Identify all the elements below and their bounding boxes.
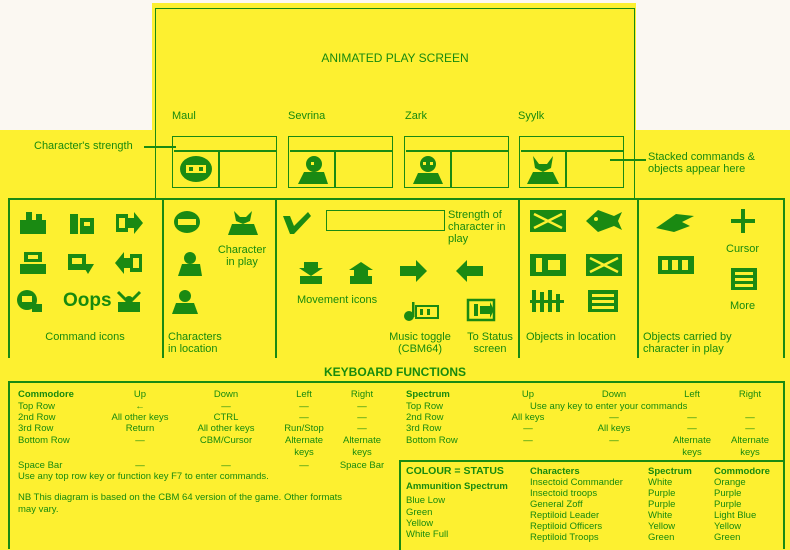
cbm-col-left: Left [296,389,312,400]
command-icon-7[interactable] [14,288,44,314]
cbm-cell: — [299,460,309,471]
spec-cell: — [745,412,755,423]
object-icon-3[interactable] [528,252,568,278]
ammo-level: Green [406,507,433,518]
zark-portrait-icon [410,154,446,184]
ammo-level: Blue Low [406,495,446,506]
more-icon[interactable] [729,266,759,292]
spec-cell: All keys [511,412,545,423]
strength-tick-icon [282,210,312,236]
cbm-cell: Return [125,423,155,434]
music-toggle-icon[interactable] [402,298,440,324]
exit-arrow-icon[interactable] [114,250,144,276]
cbm-cell: — [221,460,231,471]
spec-cell: — [687,423,697,434]
cbm-cell: Space Bar [339,460,385,471]
ammo-level: White Full [406,529,449,540]
status-char: Reptiloid Troops [530,532,599,543]
spectrum-header: Spectrum [406,389,450,400]
char-name-sevrina: Sevrina [288,110,326,122]
oops-button[interactable]: Oops [63,290,112,311]
object-icon-4[interactable] [584,252,624,278]
status-char: Reptiloid Officers [530,521,603,532]
cbm-cell: Alternate keys [342,435,382,458]
cbm-cell: All other keys [111,412,169,423]
spec-cell: — [523,435,533,446]
commodore-header: Commodore [18,389,74,400]
status-cbm: Light Blue [714,510,757,521]
command-icon-4[interactable] [18,250,48,276]
spec-cell: — [609,435,619,446]
status-cbm: Orange [714,477,746,488]
status-spec: Yellow [648,521,676,532]
character-in-play-icon[interactable] [226,209,260,235]
object-icon-6[interactable] [586,288,620,314]
cbm-cell: ← [135,401,145,412]
spectrum-col-header: Spectrum [648,466,692,477]
syylk-portrait-icon [525,154,561,184]
cbm-note: Use any top row key or function key F7 to enter commands. [18,471,269,482]
location-char-icon-1[interactable] [172,209,202,235]
strength-bar [326,210,445,231]
status-spec: White [648,510,673,521]
cbm-cell: — [221,401,231,412]
label-characters-in-location: Characters in location [168,331,222,355]
status-char: Insectoid Commander [530,477,623,488]
spec-cell: Alternate keys [672,435,712,458]
screen-title: ANIMATED PLAY SCREEN [321,51,469,65]
location-char-icon-2[interactable] [174,250,204,276]
status-spec: Green [648,532,675,543]
maul-portrait-icon [178,154,214,184]
label-character-in-play: Character in play [217,244,267,268]
cbm-cell: — [135,435,145,446]
cbm-col-up: Up [133,389,147,400]
spec-col-right: Right [738,389,762,400]
location-char-icon-3[interactable] [170,288,200,314]
spec-cell: — [687,412,697,423]
cbm-cell: CTRL [213,412,239,423]
label-strength-in-play: Strength of character in play [448,209,506,245]
move-down-icon[interactable] [296,260,326,286]
ammo-title: Ammunition Spectrum [406,481,508,492]
status-cbm: Purple [714,488,742,499]
cbm-cell: CBM/Cursor [199,435,253,446]
cbm-cell: — [357,412,367,423]
spec-cell: Use any key to enter your commands [530,401,688,412]
spec-row-label: 2nd Row [406,412,444,423]
object-icon-1[interactable] [528,208,568,234]
spec-row-label: 3rd Row [406,423,442,434]
label-objects-carried: Objects carried by character in play [643,331,732,355]
command-icon-5[interactable] [66,250,96,276]
carried-object-icon-1[interactable] [654,210,696,236]
cbm-cell: — [135,460,145,471]
cbm-cell: — [299,401,309,412]
cbm-cell: — [299,412,309,423]
spec-col-down: Down [601,389,627,400]
status-spec: White [648,477,673,488]
cbm-row-label: Space Bar [18,460,63,471]
char-name-syylk: Syylk [518,110,545,122]
cbm-cell: — [357,401,367,412]
move-up-icon[interactable] [346,260,376,286]
cbm-cell: Alternate keys [284,435,324,458]
callout-stacked: Stacked commands & objects appear here [648,151,755,175]
status-char: Insectoid troops [530,488,598,499]
label-command-icons: Command icons [45,331,125,343]
cbm-col-down: Down [213,389,239,400]
label-to-status: To Status screen [467,331,513,355]
commodore-col-header: Commodore [714,466,770,477]
char-name-maul: Maul [172,110,196,122]
enter-arrow-icon[interactable] [114,210,144,236]
nb-note: NB This diagram is based on the CBM 64 version of the game. Other formats may vary. [18,492,343,515]
status-spec: Purple [648,488,676,499]
status-char: General Zoff [530,499,583,510]
char-name-zark: Zark [405,110,427,122]
move-left-icon[interactable] [455,258,485,284]
spec-cell: — [609,412,619,423]
callout-strength: Character's strength [34,140,133,152]
command-icon-2[interactable] [66,210,96,236]
spec-row-label: Top Row [406,401,443,412]
cursor-icon[interactable] [728,208,758,234]
cbm-cell: All other keys [197,423,255,434]
carried-object-icon-2[interactable] [656,252,696,278]
characters-col-header: Characters [530,466,580,477]
cbm-col-right: Right [350,389,374,400]
status-cbm: Purple [714,499,742,510]
cbm-row-label: Bottom Row [18,435,70,446]
cbm-cell: Run/Stop [284,423,324,434]
label-cursor: Cursor [726,243,760,255]
cbm-row-label: 3rd Row [18,423,54,434]
spec-cell: — [523,423,533,434]
command-icon-1[interactable] [18,210,48,236]
status-cbm: Yellow [714,521,742,532]
status-screen-icon[interactable] [466,296,496,322]
status-char: Reptiloid Leader [530,510,600,521]
spec-cell: All keys [597,423,631,434]
keyboard-title: KEYBOARD FUNCTIONS [323,365,466,379]
object-icon-5[interactable] [528,288,568,314]
spec-cell: — [745,423,755,434]
spec-cell: Alternate keys [730,435,770,458]
status-spec: Purple [648,499,676,510]
sevrina-portrait-icon [294,154,330,184]
object-icon-2[interactable] [584,208,624,234]
command-icon-9[interactable] [114,288,144,314]
label-more: More [730,300,756,312]
cbm-cell: — [357,423,367,434]
spec-col-up: Up [521,389,535,400]
colour-status-title: COLOUR = STATUS [406,465,504,477]
status-cbm: Green [714,532,741,543]
label-movement-icons: Movement icons [297,294,378,306]
spec-row-label: Bottom Row [406,435,458,446]
ammo-level: Yellow [406,518,434,529]
label-music-toggle: Music toggle (CBM64) [389,331,451,355]
spec-col-left: Left [684,389,700,400]
cbm-row-label: 2nd Row [18,412,56,423]
label-objects-in-location: Objects in location [526,331,616,343]
cbm-row-label: Top Row [18,401,55,412]
move-right-icon[interactable] [398,258,428,284]
